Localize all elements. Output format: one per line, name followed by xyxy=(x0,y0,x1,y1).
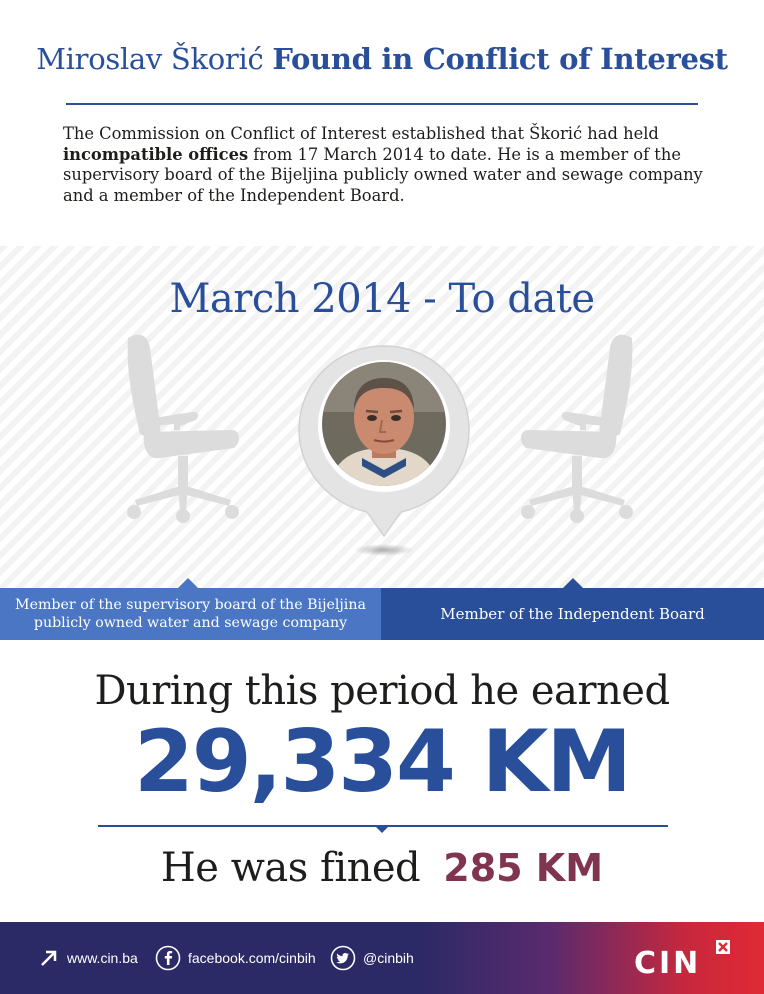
twitter-icon xyxy=(330,945,356,971)
arrow-icon xyxy=(38,947,60,969)
position-supervisory-board: Member of the supervisory board of the Bijeljina publicly owned water and sewage company xyxy=(0,588,381,640)
facebook-text: facebook.com/cinbih xyxy=(188,950,316,966)
period-heading: March 2014 - To date xyxy=(169,276,595,322)
twitter-text: @cinbih xyxy=(363,950,414,966)
office-chair-icon xyxy=(510,330,640,525)
infographic-title xyxy=(0,42,764,76)
fine-label: He was fined xyxy=(160,845,421,891)
intro-paragraph xyxy=(63,124,713,206)
website-link[interactable] xyxy=(38,922,138,994)
facebook-link[interactable] xyxy=(155,922,316,994)
position-pointer xyxy=(178,578,198,588)
divider-pointer xyxy=(375,826,389,833)
intro-bold-text: incompatible offices xyxy=(63,144,249,164)
position-independent-board: Member of the Independent Board xyxy=(381,588,764,640)
fine-line xyxy=(0,845,764,891)
portrait-photo xyxy=(322,362,446,486)
office-chair-icon xyxy=(120,330,250,525)
facebook-icon xyxy=(155,945,181,971)
intro-text-1: The Commission on Conflict of Interest established that Škorić had held xyxy=(63,124,659,143)
twitter-link[interactable] xyxy=(330,922,414,994)
title-finding: Found in Conflict of Interest xyxy=(272,42,728,76)
title-divider xyxy=(66,103,698,105)
fine-amount: 285 KM xyxy=(443,846,604,890)
intro-text-2: from 17 March 2014 to date. He is a member of the supervisory board of the Bijeljina publicly owned water and sewage company and a member of the Independent Board. xyxy=(63,144,703,205)
earnings-label: During this period he earned xyxy=(94,668,670,714)
cin-logo: CIN xyxy=(634,946,702,981)
earnings-amount: 29,334 KM xyxy=(133,712,631,812)
position-pointer xyxy=(563,578,583,588)
website-text: www.cin.ba xyxy=(67,950,138,966)
footer-bar xyxy=(0,922,764,994)
logo-mark-icon xyxy=(716,940,730,954)
title-name: Miroslav Škorić xyxy=(36,42,264,76)
